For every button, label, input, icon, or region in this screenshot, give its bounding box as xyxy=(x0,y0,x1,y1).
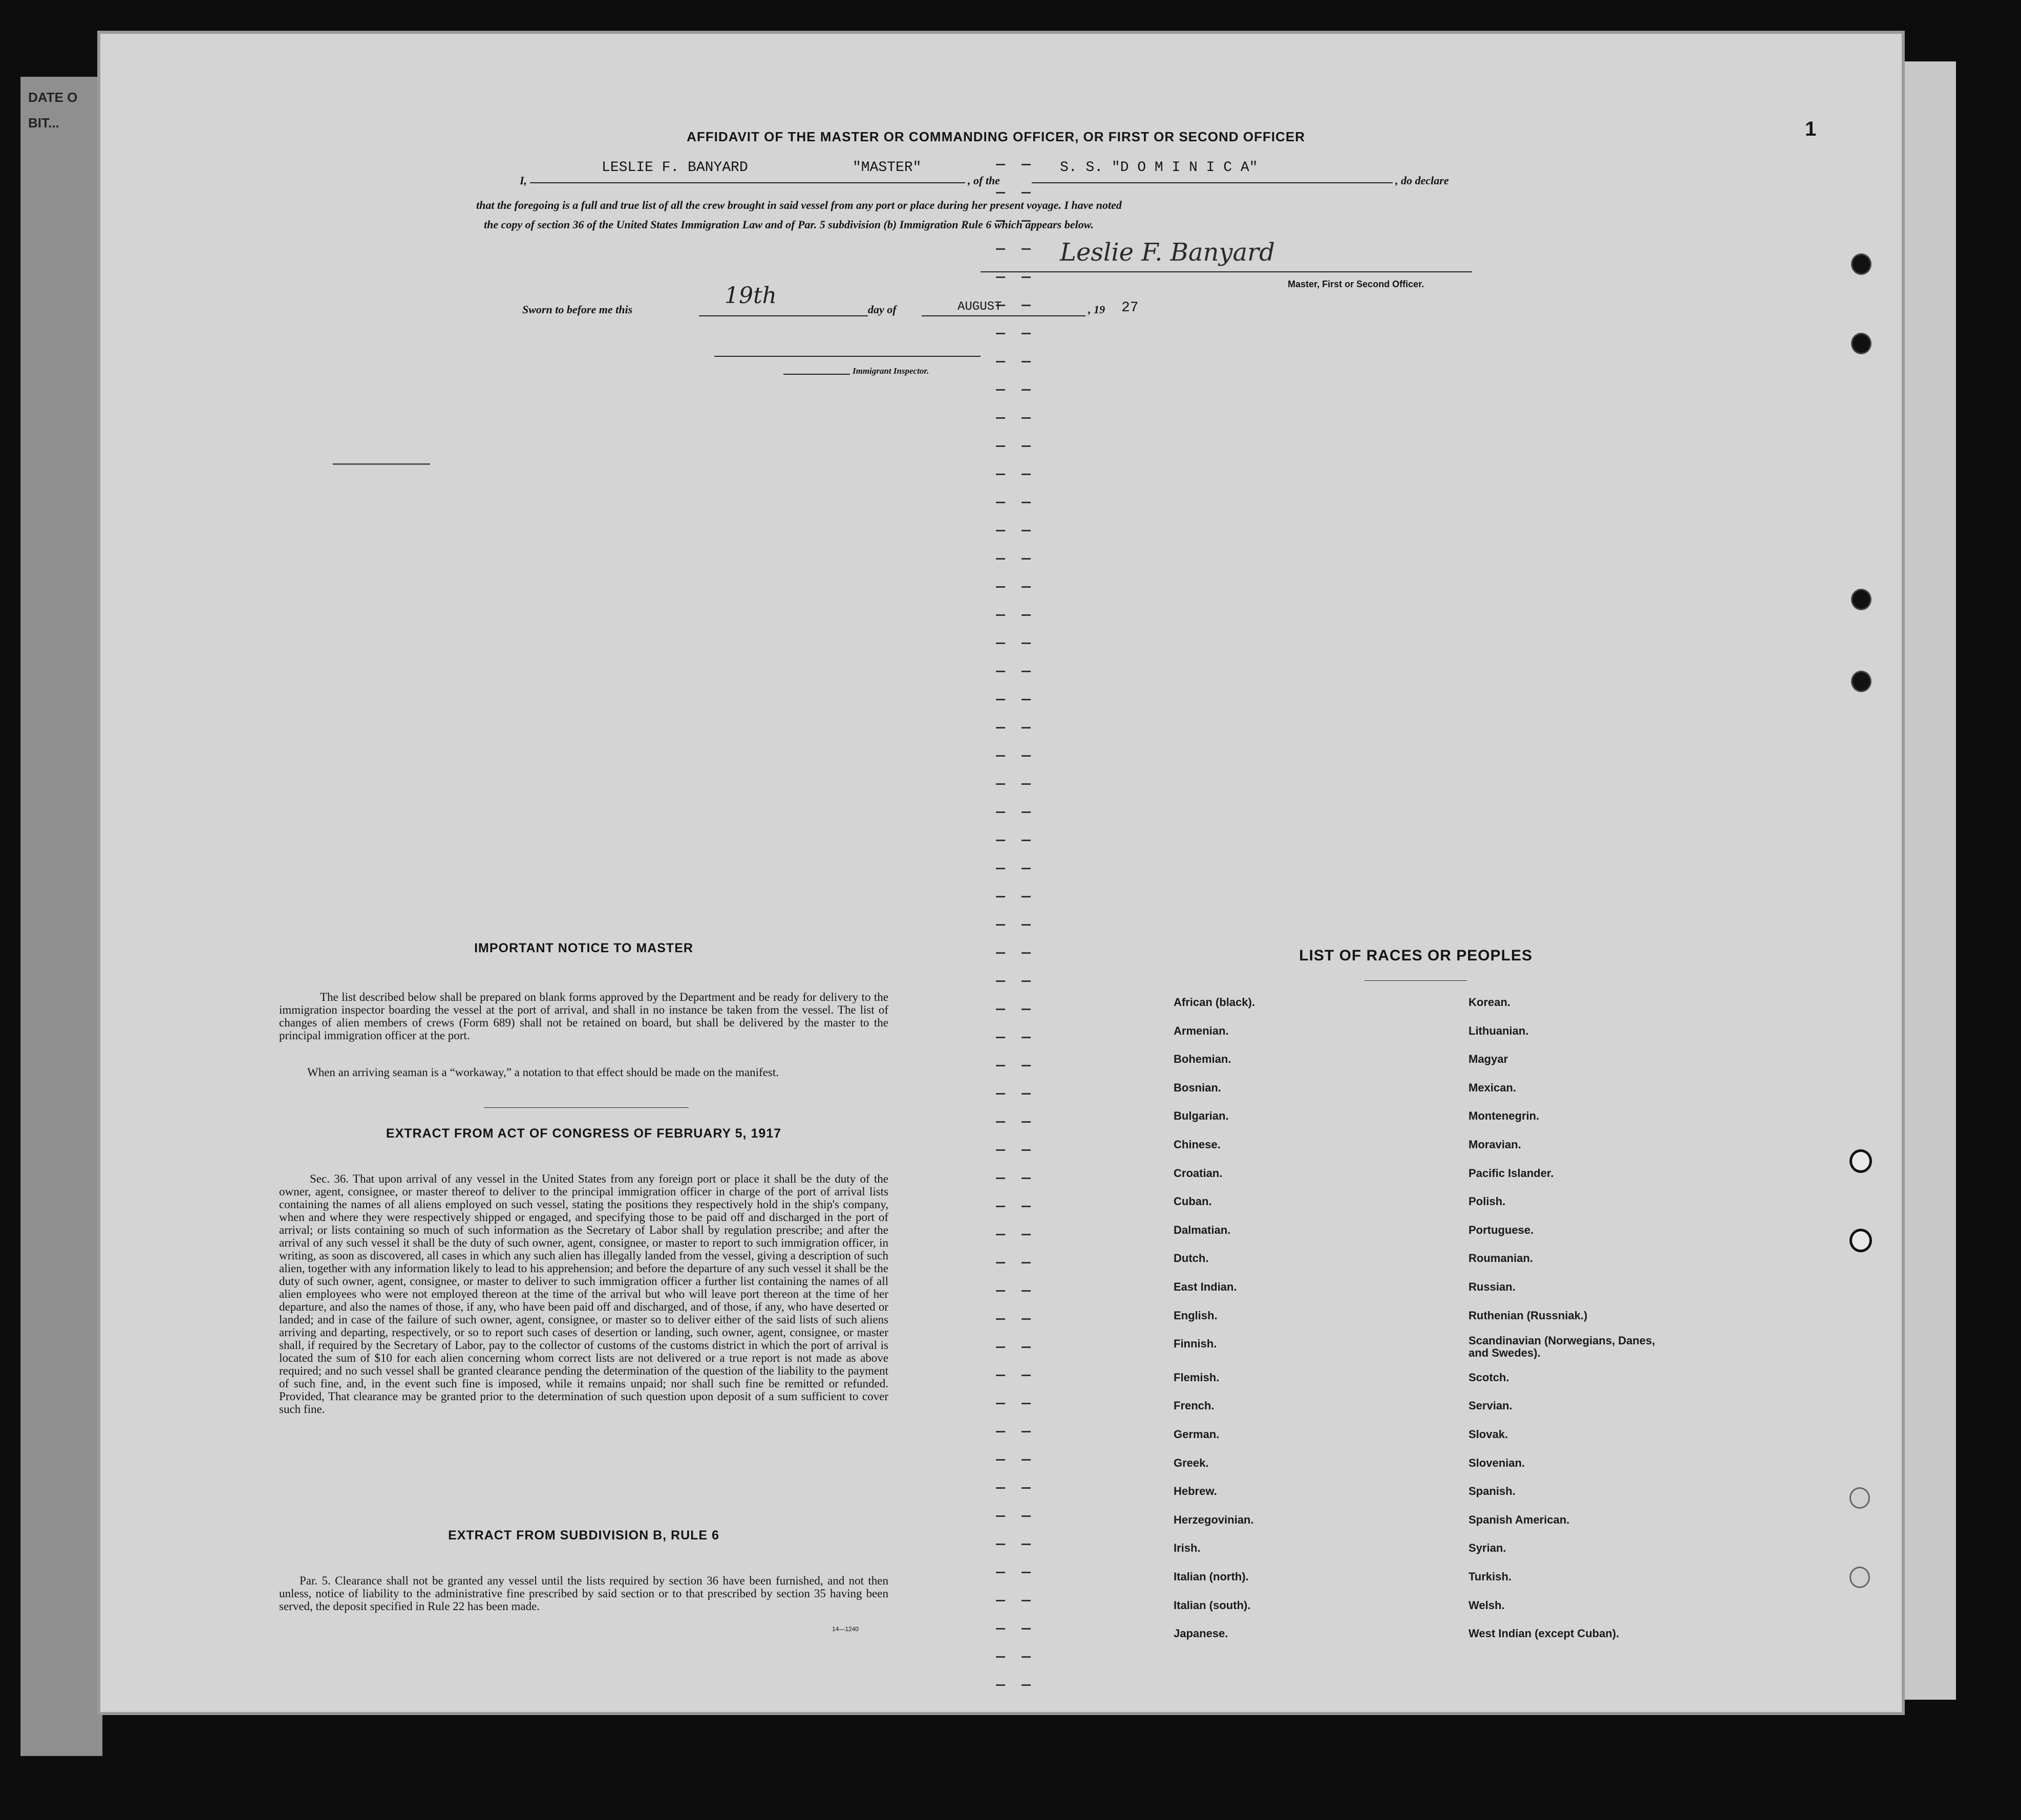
section-divider xyxy=(484,1107,689,1108)
fold-tick xyxy=(1022,1572,1031,1573)
fold-tick xyxy=(996,333,1005,334)
race-right-item: Spanish. xyxy=(1469,1485,1516,1498)
race-left-item: Irish. xyxy=(1174,1541,1201,1555)
fold-tick xyxy=(1022,643,1031,644)
fold-tick xyxy=(996,1009,1005,1010)
signature-line xyxy=(981,271,1472,272)
fold-tick xyxy=(1022,1009,1031,1010)
fold-tick xyxy=(996,1572,1005,1573)
fold-tick xyxy=(1022,1459,1031,1461)
race-left-item: Flemish. xyxy=(1174,1371,1220,1384)
race-right-item: Magyar xyxy=(1469,1053,1508,1066)
fold-tick xyxy=(1022,333,1031,334)
fold-tick xyxy=(1022,924,1031,926)
fold-tick xyxy=(996,1290,1005,1292)
race-left-item: African (black). xyxy=(1174,996,1255,1009)
fold-tick xyxy=(996,1431,1005,1432)
fold-tick xyxy=(1022,361,1031,362)
fold-tick xyxy=(996,1375,1005,1376)
fold-tick xyxy=(996,1346,1005,1348)
fold-tick xyxy=(996,1459,1005,1461)
underlying-sheet-label-top: DATE O xyxy=(28,90,78,105)
affidavit-line-2: that the foregoing is a full and true list of all the crew brought in said vessel from any port or place during her present voyage. I have noted xyxy=(476,199,1122,211)
fold-tick xyxy=(996,361,1005,362)
race-left-item: Bohemian. xyxy=(1174,1053,1231,1066)
punch-hole xyxy=(1849,1229,1872,1252)
notice-title: IMPORTANT NOTICE TO MASTER xyxy=(474,941,693,955)
punch-hole xyxy=(1851,589,1871,610)
fold-tick xyxy=(1022,1431,1031,1432)
fold-tick xyxy=(996,1544,1005,1545)
fold-tick xyxy=(1022,671,1031,672)
race-left-item: Dutch. xyxy=(1174,1252,1209,1265)
fold-tick xyxy=(1022,502,1031,503)
fold-tick xyxy=(996,1515,1005,1517)
fold-tick xyxy=(1022,164,1031,165)
race-right-item: Lithuanian. xyxy=(1469,1024,1529,1037)
fold-tick xyxy=(996,1037,1005,1038)
race-right-item: Slovak. xyxy=(1469,1428,1508,1441)
race-left-item: Bosnian. xyxy=(1174,1081,1221,1094)
race-right-item: Montenegrin. xyxy=(1469,1109,1540,1123)
fold-tick xyxy=(1022,755,1031,757)
fold-tick xyxy=(1022,1290,1031,1292)
fold-tick xyxy=(996,614,1005,616)
vessel-name: S. S. "D O M I N I C A" xyxy=(1060,160,1258,176)
fold-tick xyxy=(1022,1149,1031,1151)
race-left-item: Cuban. xyxy=(1174,1195,1212,1208)
race-right-item: Mexican. xyxy=(1469,1081,1516,1094)
fold-tick xyxy=(1022,614,1031,616)
fold-tick xyxy=(996,924,1005,926)
affidavit-lead: I, xyxy=(520,174,527,187)
race-left-item: Armenian. xyxy=(1174,1024,1229,1037)
fold-tick xyxy=(1022,248,1031,250)
punch-hole xyxy=(1849,1487,1870,1509)
fold-tick xyxy=(996,1656,1005,1658)
day-of-label: day of xyxy=(868,303,897,316)
do-declare-label: , do declare xyxy=(1395,174,1449,187)
fold-tick xyxy=(1022,1656,1031,1658)
race-right-item: Syrian. xyxy=(1469,1541,1506,1555)
affidavit-line-3: the copy of section 36 of the United States Immigration Law and of Par. 5 subdivision (b) Immigration Rule 6 which appears below. xyxy=(484,218,1094,231)
signature-caption: Master, First or Second Officer. xyxy=(1288,279,1424,289)
fold-tick xyxy=(1022,1346,1031,1348)
fold-tick xyxy=(1022,192,1031,194)
fold-tick xyxy=(996,727,1005,729)
fold-tick xyxy=(996,417,1005,419)
fold-tick xyxy=(996,896,1005,897)
race-right-item: Moravian. xyxy=(1469,1138,1521,1151)
fold-tick xyxy=(996,671,1005,672)
fold-tick xyxy=(1022,783,1031,785)
fold-tick xyxy=(996,1487,1005,1489)
race-right-item: Pacific Islander. xyxy=(1469,1166,1554,1180)
fold-tick xyxy=(996,1318,1005,1320)
fold-tick xyxy=(1022,1515,1031,1517)
race-left-item: Bulgarian. xyxy=(1174,1109,1229,1123)
rule-extract-title: EXTRACT FROM SUBDIVISION B, RULE 6 xyxy=(448,1528,719,1543)
fold-tick xyxy=(1022,558,1031,560)
fold-tick xyxy=(1022,1093,1031,1095)
fold-tick xyxy=(996,1121,1005,1123)
race-right-item: Scotch. xyxy=(1469,1371,1509,1384)
fold-tick xyxy=(996,445,1005,447)
race-right-item: Portuguese. xyxy=(1469,1223,1534,1236)
fold-tick xyxy=(996,192,1005,194)
fold-tick xyxy=(996,389,1005,391)
fold-tick xyxy=(996,840,1005,841)
fold-tick xyxy=(1022,1121,1031,1123)
fold-tick xyxy=(1022,389,1031,391)
race-left-item: English. xyxy=(1174,1309,1218,1322)
races-title: LIST OF RACES OR PEOPLES xyxy=(1299,947,1533,964)
races-title-rule xyxy=(1365,980,1467,981)
year-prefix: , 19 xyxy=(1088,303,1105,316)
race-left-item: Italian (south). xyxy=(1174,1598,1251,1612)
fold-tick xyxy=(996,248,1005,250)
fold-tick xyxy=(996,755,1005,757)
fold-tick xyxy=(1022,896,1031,897)
fold-tick xyxy=(1022,586,1031,588)
race-right-item: West Indian (except Cuban). xyxy=(1469,1627,1620,1640)
fold-tick xyxy=(1022,840,1031,841)
manifest-page xyxy=(97,31,1905,1715)
race-left-item: Japanese. xyxy=(1174,1627,1228,1640)
fold-tick xyxy=(996,1206,1005,1207)
fold-tick xyxy=(1022,1037,1031,1038)
race-right-item: Scandinavian (Norwegians, Danes, and Swedes). xyxy=(1469,1334,1655,1360)
race-right-item: Roumanian. xyxy=(1469,1252,1533,1265)
of-the-label: , of the xyxy=(968,174,1000,187)
fold-tick xyxy=(1022,1206,1031,1207)
fold-tick xyxy=(996,1065,1005,1066)
fold-tick xyxy=(1022,980,1031,982)
race-right-item: Servian. xyxy=(1469,1399,1513,1412)
fold-tick xyxy=(1022,1177,1031,1179)
right-binding-strip xyxy=(1905,61,1956,1700)
fold-tick xyxy=(1022,1544,1031,1545)
master-signature: Leslie F. Banyard xyxy=(1060,238,1275,267)
fold-tick xyxy=(1022,474,1031,475)
punch-hole xyxy=(1849,1149,1872,1173)
race-left-item: Dalmatian. xyxy=(1174,1223,1231,1236)
fold-tick xyxy=(996,276,1005,278)
fold-tick xyxy=(996,1628,1005,1630)
inspector-caption: Immigrant Inspector. xyxy=(853,366,929,376)
underlying-sheet xyxy=(20,77,102,1756)
fold-tick xyxy=(1022,1065,1031,1066)
stray-mark xyxy=(333,463,430,465)
fold-tick xyxy=(1022,1234,1031,1235)
race-left-item: Croatian. xyxy=(1174,1166,1223,1180)
fold-tick xyxy=(996,783,1005,785)
notice-paragraph-1: The list described below shall be prepared on blank forms approved by the Department and be ready for delivery to the immigration inspector boarding the vessel at the port of arrival, and shall in no instance be taken from the vessel. The list of changes of alien members of crews (Form 689) shall not be retained on board, but shall be delivered by the master to the principal immigration officer at the port. xyxy=(279,991,888,1042)
notice-paragraph-2: When an arriving seaman is a “workaway,” a notation to that effect should be made on the manifest. xyxy=(307,1066,779,1079)
fold-tick xyxy=(1022,1403,1031,1404)
race-left-item: Finnish. xyxy=(1174,1337,1217,1351)
race-right-item: Korean. xyxy=(1469,996,1511,1009)
fold-tick xyxy=(996,1149,1005,1151)
race-right-item: Turkish. xyxy=(1469,1570,1512,1583)
inspector-signature-line xyxy=(714,356,981,357)
fold-tick xyxy=(1022,868,1031,869)
fold-tick xyxy=(996,1262,1005,1264)
punch-hole xyxy=(1851,333,1871,354)
fold-tick xyxy=(1022,1262,1031,1264)
fold-tick xyxy=(996,811,1005,813)
underlying-sheet-label-bottom: BIT... xyxy=(28,115,59,131)
fold-tick xyxy=(1022,1318,1031,1320)
fold-tick xyxy=(1022,417,1031,419)
punch-hole xyxy=(1851,671,1871,692)
fold-tick xyxy=(996,952,1005,954)
race-left-item: Greek. xyxy=(1174,1456,1209,1469)
fold-tick xyxy=(1022,1600,1031,1601)
race-left-item: East Indian. xyxy=(1174,1280,1237,1293)
fold-tick xyxy=(996,1600,1005,1601)
act-extract-title: EXTRACT FROM ACT OF CONGRESS OF FEBRUARY 5, 1917 xyxy=(386,1126,782,1141)
punch-hole xyxy=(1849,1567,1870,1588)
race-left-item: Herzegovinian. xyxy=(1174,1513,1254,1526)
race-left-item: Chinese. xyxy=(1174,1138,1221,1151)
race-right-item: Ruthenian (Russniak.) xyxy=(1469,1309,1588,1322)
fold-tick xyxy=(996,164,1005,165)
race-left-item: Italian (north). xyxy=(1174,1570,1249,1583)
race-right-item: Polish. xyxy=(1469,1195,1506,1208)
race-right-item: Spanish American. xyxy=(1469,1513,1570,1526)
fold-tick xyxy=(996,1093,1005,1095)
sworn-month: AUGUST xyxy=(958,300,1002,314)
fold-tick xyxy=(996,1177,1005,1179)
fold-tick xyxy=(1022,1628,1031,1630)
fold-tick xyxy=(996,980,1005,982)
race-left-item: German. xyxy=(1174,1428,1220,1441)
fold-tick xyxy=(996,868,1005,869)
fold-tick xyxy=(1022,727,1031,729)
race-left-item: French. xyxy=(1174,1399,1215,1412)
fold-tick xyxy=(1022,952,1031,954)
inspector-caption-rule xyxy=(783,374,850,375)
fold-tick xyxy=(996,1234,1005,1235)
fold-tick xyxy=(996,530,1005,531)
fold-tick xyxy=(996,558,1005,560)
fold-tick xyxy=(996,1403,1005,1404)
page-number: 1 xyxy=(1805,118,1817,140)
punch-hole xyxy=(1851,253,1871,275)
act-extract-body: Sec. 36. That upon arrival of any vessel in the United States from any foreign port or place it shall be the duty of the owner, agent, consignee, or master thereof to deliver to the principal immigration officer in charge of the port of arrival lists containing the names of all aliens employed on such vessel, stating the positions they respectively hold in the ship's company, when and where they were respectively shipped or engaged, and specifying those to be paid off and discharged in the port of arrival; or lists containing so much of such information as the Secretary of Labor shall by regulation prescribe; and after the arrival of any such vessel it shall be the duty of such owner, agent, consignee, or master to report to such immigration officer, in writing, as soon as discovered, all cases in which any such alien has illegally landed from the vessel, giving a description of such alien, together with any information likely to lead to his apprehension; and before the departure of any such vessel it shall be the duty of such owner, agent, consignee, or master to deliver to such immigration officer a further list containing the names of all alien employees who were not employed thereon at the time of the arrival but who will leave port thereon at the time of her departure, and also the names of those, if any, who have been paid off and discharged, and of those, if any, who have deserted or landed; and in case of the failure of such owner, agent, consignee, or master so to deliver either of the said lists of such aliens arriving and departing, respectively, or so to report such cases of desertion or landing, such owner, agent, consignee, or master shall, if required by the Secretary of Labor, pay to the collector of customs of the customs district in which the port of arrival is located the sum of $10 for each alien concerning whom correct lists are not delivered or a true report is not made as above required; and no such vessel shall be granted clearance pending the determination of the question of the liability to the payment of such fine, and, in the event such fine is imposed, while it remains unpaid; nor shall such fine be remitted or refunded. Provided, That clearance may be granted prior to the determination of such question upon deposit of a sum sufficient to cover such fine. xyxy=(279,1172,888,1416)
sworn-month-blank xyxy=(922,297,1086,316)
affidavit-title: AFFIDAVIT OF THE MASTER OR COMMANDING OFFICER, OR FIRST OR SECOND OFFICER xyxy=(687,129,1305,144)
fold-tick xyxy=(996,643,1005,644)
form-number: 14—1240 xyxy=(832,1625,859,1633)
fold-tick xyxy=(1022,1487,1031,1489)
race-right-item: Welsh. xyxy=(1469,1598,1505,1612)
fold-tick xyxy=(996,1684,1005,1686)
fold-tick xyxy=(1022,1684,1031,1686)
fold-tick xyxy=(1022,530,1031,531)
master-rank: "MASTER" xyxy=(853,160,922,176)
fold-tick xyxy=(996,586,1005,588)
sworn-prefix: Sworn to before me this xyxy=(522,303,633,316)
fold-tick xyxy=(1022,1375,1031,1376)
fold-tick xyxy=(1022,276,1031,278)
fold-tick xyxy=(996,474,1005,475)
fold-tick xyxy=(1022,445,1031,447)
race-left-item: Hebrew. xyxy=(1174,1485,1217,1498)
sworn-day: 19th xyxy=(725,283,777,309)
year-suffix: 27 xyxy=(1121,300,1139,316)
fold-tick xyxy=(1022,811,1031,813)
fold-tick xyxy=(996,502,1005,503)
race-right-item: Slovenian. xyxy=(1469,1456,1525,1469)
fold-tick xyxy=(1022,699,1031,700)
race-right-item: Russian. xyxy=(1469,1280,1516,1293)
fold-tick xyxy=(996,699,1005,700)
master-name: LESLIE F. BANYARD xyxy=(602,160,748,176)
rule-extract-body: Par. 5. Clearance shall not be granted any vessel until the lists required by section 36 have been furnished, and not then unless, notice of liability to the administrative fine prescribed by said section or to that prescribed by section 35 having been served, the deposit specified in Rule 22 has been made. xyxy=(279,1574,888,1613)
